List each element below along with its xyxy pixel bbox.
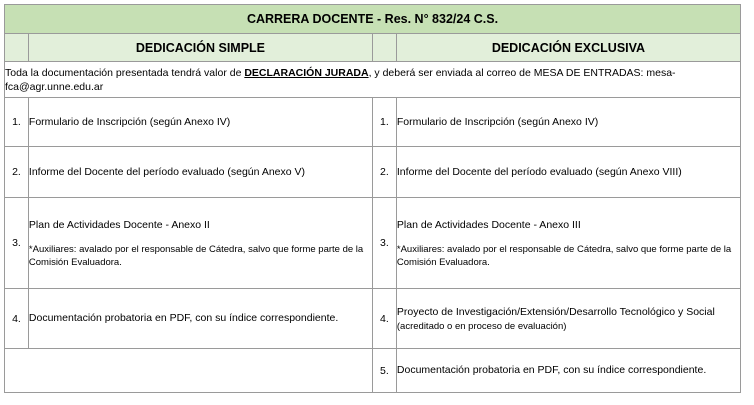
exclusiva-item-number: 2. [372,147,396,198]
simple-item-text: Plan de Actividades Docente - Anexo II [28,218,210,231]
exclusiva-item-footnote: (acreditado o en proceso de evaluación) [396,320,567,332]
table-row [5,289,741,349]
exclusiva-item-text: Documentación probatoria en PDF, con su índice correspondiente. [396,349,740,393]
exclusiva-item-number: 4. [372,289,396,349]
simple-item-number: 3. [5,198,29,289]
table-title: CARRERA DOCENTE - Res. N° 832/24 C.S. [5,5,741,34]
simple-item-text: Documentación probatoria en PDF, con su índice correspondiente. [28,289,372,349]
exclusiva-item-text: Proyecto de Investigación/Extensión/Desarrollo Tecnológico y Social [396,305,715,318]
table-row [5,349,741,393]
exclusiva-item-number: 5. [372,349,396,393]
empty-cell [5,349,373,393]
exclusiva-item-number: 3. [372,198,396,289]
header-spacer-left [5,34,29,62]
exclusiva-item-cell [396,289,740,349]
header-row [5,34,741,62]
exclusiva-item-footnote: *Auxiliares: avalado por el responsable de Cátedra, salvo que forme parte de la Comisión Evaluadora. [396,243,732,268]
requirements-table [4,4,741,393]
table-row [5,147,741,198]
header-spacer-right [372,34,396,62]
simple-item-number: 1. [5,98,29,147]
note-text-after: , y deberá ser enviada al correo de MESA DE ENTRADAS: mesa-fca@agr.unne.edu.ar [5,66,676,93]
sworn-statement-note [5,62,741,98]
column-header-simple: DEDICACIÓN SIMPLE [28,34,372,62]
simple-item-number: 4. [5,289,29,349]
exclusiva-item-text: Plan de Actividades Docente - Anexo III [396,218,581,231]
simple-item-cell [28,198,372,289]
exclusiva-item-cell [396,198,740,289]
exclusiva-item-text: Formulario de Inscripción (según Anexo IV) [396,98,740,147]
column-header-exclusiva: DEDICACIÓN EXCLUSIVA [396,34,740,62]
simple-item-text: Formulario de Inscripción (según Anexo IV) [28,98,372,147]
note-text-before: Toda la documentación presentada tendrá valor de [5,66,245,79]
table-row [5,198,741,289]
note-row [5,62,741,98]
simple-item-text: Informe del Docente del período evaluado (según Anexo V) [28,147,372,198]
simple-item-number: 2. [5,147,29,198]
table-row [5,98,741,147]
exclusiva-item-text: Informe del Docente del período evaluado (según Anexo VIII) [396,147,740,198]
simple-item-footnote: *Auxiliares: avalado por el responsable de Cátedra, salvo que forme parte de la Comisión Evaluadora. [28,243,364,268]
exclusiva-item-number: 1. [372,98,396,147]
title-row [5,5,741,34]
note-emphasis: DECLARACIÓN JURADA [244,66,369,79]
